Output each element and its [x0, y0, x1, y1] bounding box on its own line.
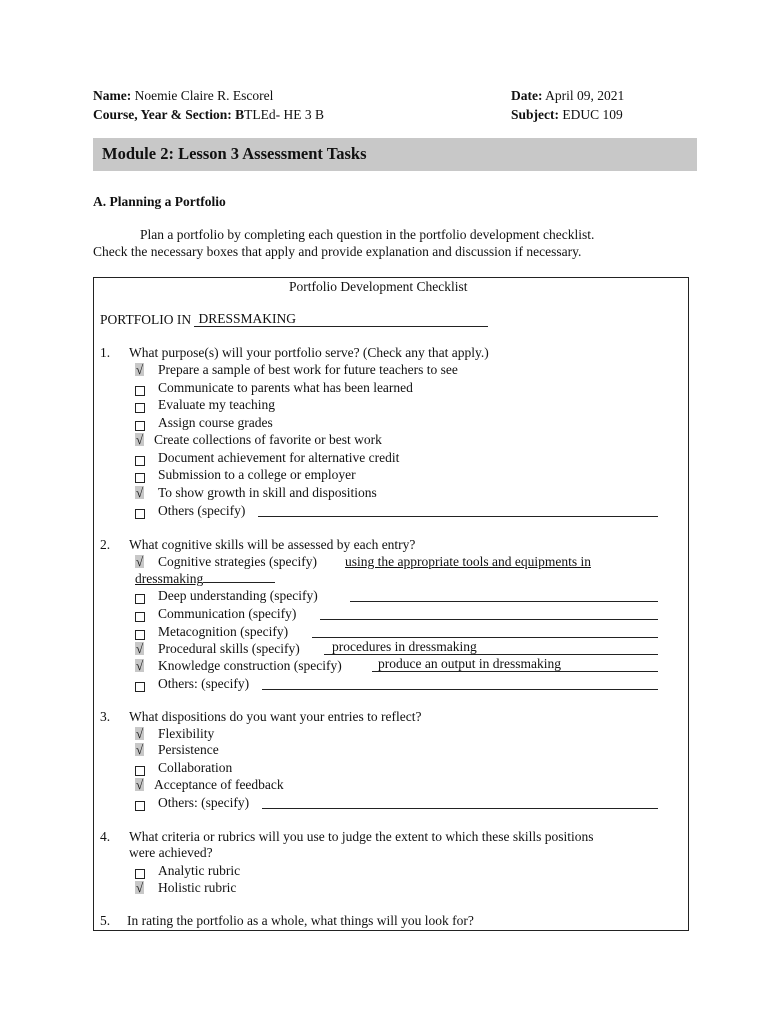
q2-metacognition-line[interactable]: [312, 625, 658, 638]
q1-text: What purpose(s) will your portfolio serve? (Check any that apply.): [129, 345, 489, 360]
checkbox-icon: [135, 403, 145, 413]
q3-number: 3.: [100, 709, 111, 724]
subject-line: [511, 107, 623, 123]
q2-communication-line[interactable]: [320, 607, 658, 620]
checkbox-icon: [135, 421, 145, 431]
course-line: [93, 107, 324, 123]
check-mark-icon: √: [136, 485, 144, 500]
q3-text: What dispositions do you want your entries to reflect?: [129, 709, 422, 724]
instructions-line-1: Plan a portfolio by completing each question in the portfolio development checklist.: [140, 227, 595, 242]
check-mark-icon: √: [136, 362, 144, 377]
check-mark-icon: √: [136, 777, 144, 792]
q2-cognitive-answer-2-wrap: [135, 570, 275, 587]
q3-others-line[interactable]: [262, 796, 658, 809]
check-mark-icon: √: [136, 742, 144, 757]
q2-number: 2.: [100, 537, 111, 552]
checkbox-icon: [135, 869, 145, 879]
q2-cognitive-answer-1: using the appropriate tools and equipments in: [345, 554, 591, 569]
q2-others-line[interactable]: [262, 677, 658, 690]
portfolio-in-value: DRESSMAKING: [198, 311, 296, 326]
date-value: April 09, 2021: [545, 88, 625, 103]
q1-others-line[interactable]: [258, 504, 658, 517]
q2-procedural-answer-wrap: [324, 641, 658, 657]
q2-cognitive-answer-2: dressmaking: [135, 571, 204, 586]
course-value: TLEd- HE 3 B: [244, 107, 324, 122]
check-mark-icon: √: [136, 726, 144, 741]
checklist-title: Portfolio Development Checklist: [289, 279, 468, 294]
q2-knowledge-answer: produce an output in dressmaking: [378, 656, 561, 671]
course-label: Course, Year & Section: B: [93, 107, 245, 122]
name-value: Noemie Claire R. Escorel: [134, 88, 274, 103]
q4-text-line-2: were achieved?: [129, 845, 213, 860]
q4-text-line-1: What criteria or rubrics will you use to judge the extent to which these skills positions: [129, 829, 594, 844]
q4-number: 4.: [100, 829, 111, 844]
section-a-title: A. Planning a Portfolio: [93, 194, 226, 209]
checkbox-icon: [135, 386, 145, 396]
q2-text: What cognitive skills will be assessed by each entry?: [129, 537, 416, 552]
checkbox-icon: [135, 682, 145, 692]
checkbox-icon: [135, 630, 145, 640]
q1-number: 1.: [100, 345, 111, 360]
q2-deep-line[interactable]: [350, 589, 658, 602]
q5-number: 5.: [100, 913, 111, 928]
check-mark-icon: √: [136, 658, 144, 673]
subject-value: EDUC 109: [562, 107, 623, 122]
name-label: Name:: [93, 88, 132, 103]
q2-knowledge-answer-wrap: [372, 658, 658, 674]
checkbox-icon: [135, 594, 145, 604]
checkbox-icon: [135, 509, 145, 519]
checkbox-icon: [135, 456, 145, 466]
check-mark-icon: √: [136, 554, 144, 569]
date-label: Date:: [511, 88, 543, 103]
q2-procedural-answer: procedures in dressmaking: [332, 639, 477, 654]
instructions-line-2: Check the necessary boxes that apply and provide explanation and discussion if necessary.: [93, 244, 582, 259]
check-mark-icon: √: [136, 432, 144, 447]
subject-label: Subject:: [511, 107, 559, 122]
checkbox-icon: [135, 801, 145, 811]
module-title: Module 2: Lesson 3 Assessment Tasks: [102, 144, 367, 163]
date-line: [511, 88, 624, 104]
check-mark-icon: √: [136, 641, 144, 656]
portfolio-in-label: PORTFOLIO IN: [100, 312, 192, 327]
q5-text: In rating the portfolio as a whole, what things will you look for?: [127, 913, 474, 928]
q2-cognitive-underline: [203, 570, 275, 583]
module-banner: [93, 138, 697, 171]
check-mark-icon: √: [136, 880, 144, 895]
checkbox-icon: [135, 766, 145, 776]
checkbox-icon: [135, 612, 145, 622]
portfolio-in-line: [100, 312, 488, 328]
name-line: [93, 88, 273, 104]
checkbox-icon: [135, 473, 145, 483]
portfolio-in-underline: [194, 311, 488, 327]
